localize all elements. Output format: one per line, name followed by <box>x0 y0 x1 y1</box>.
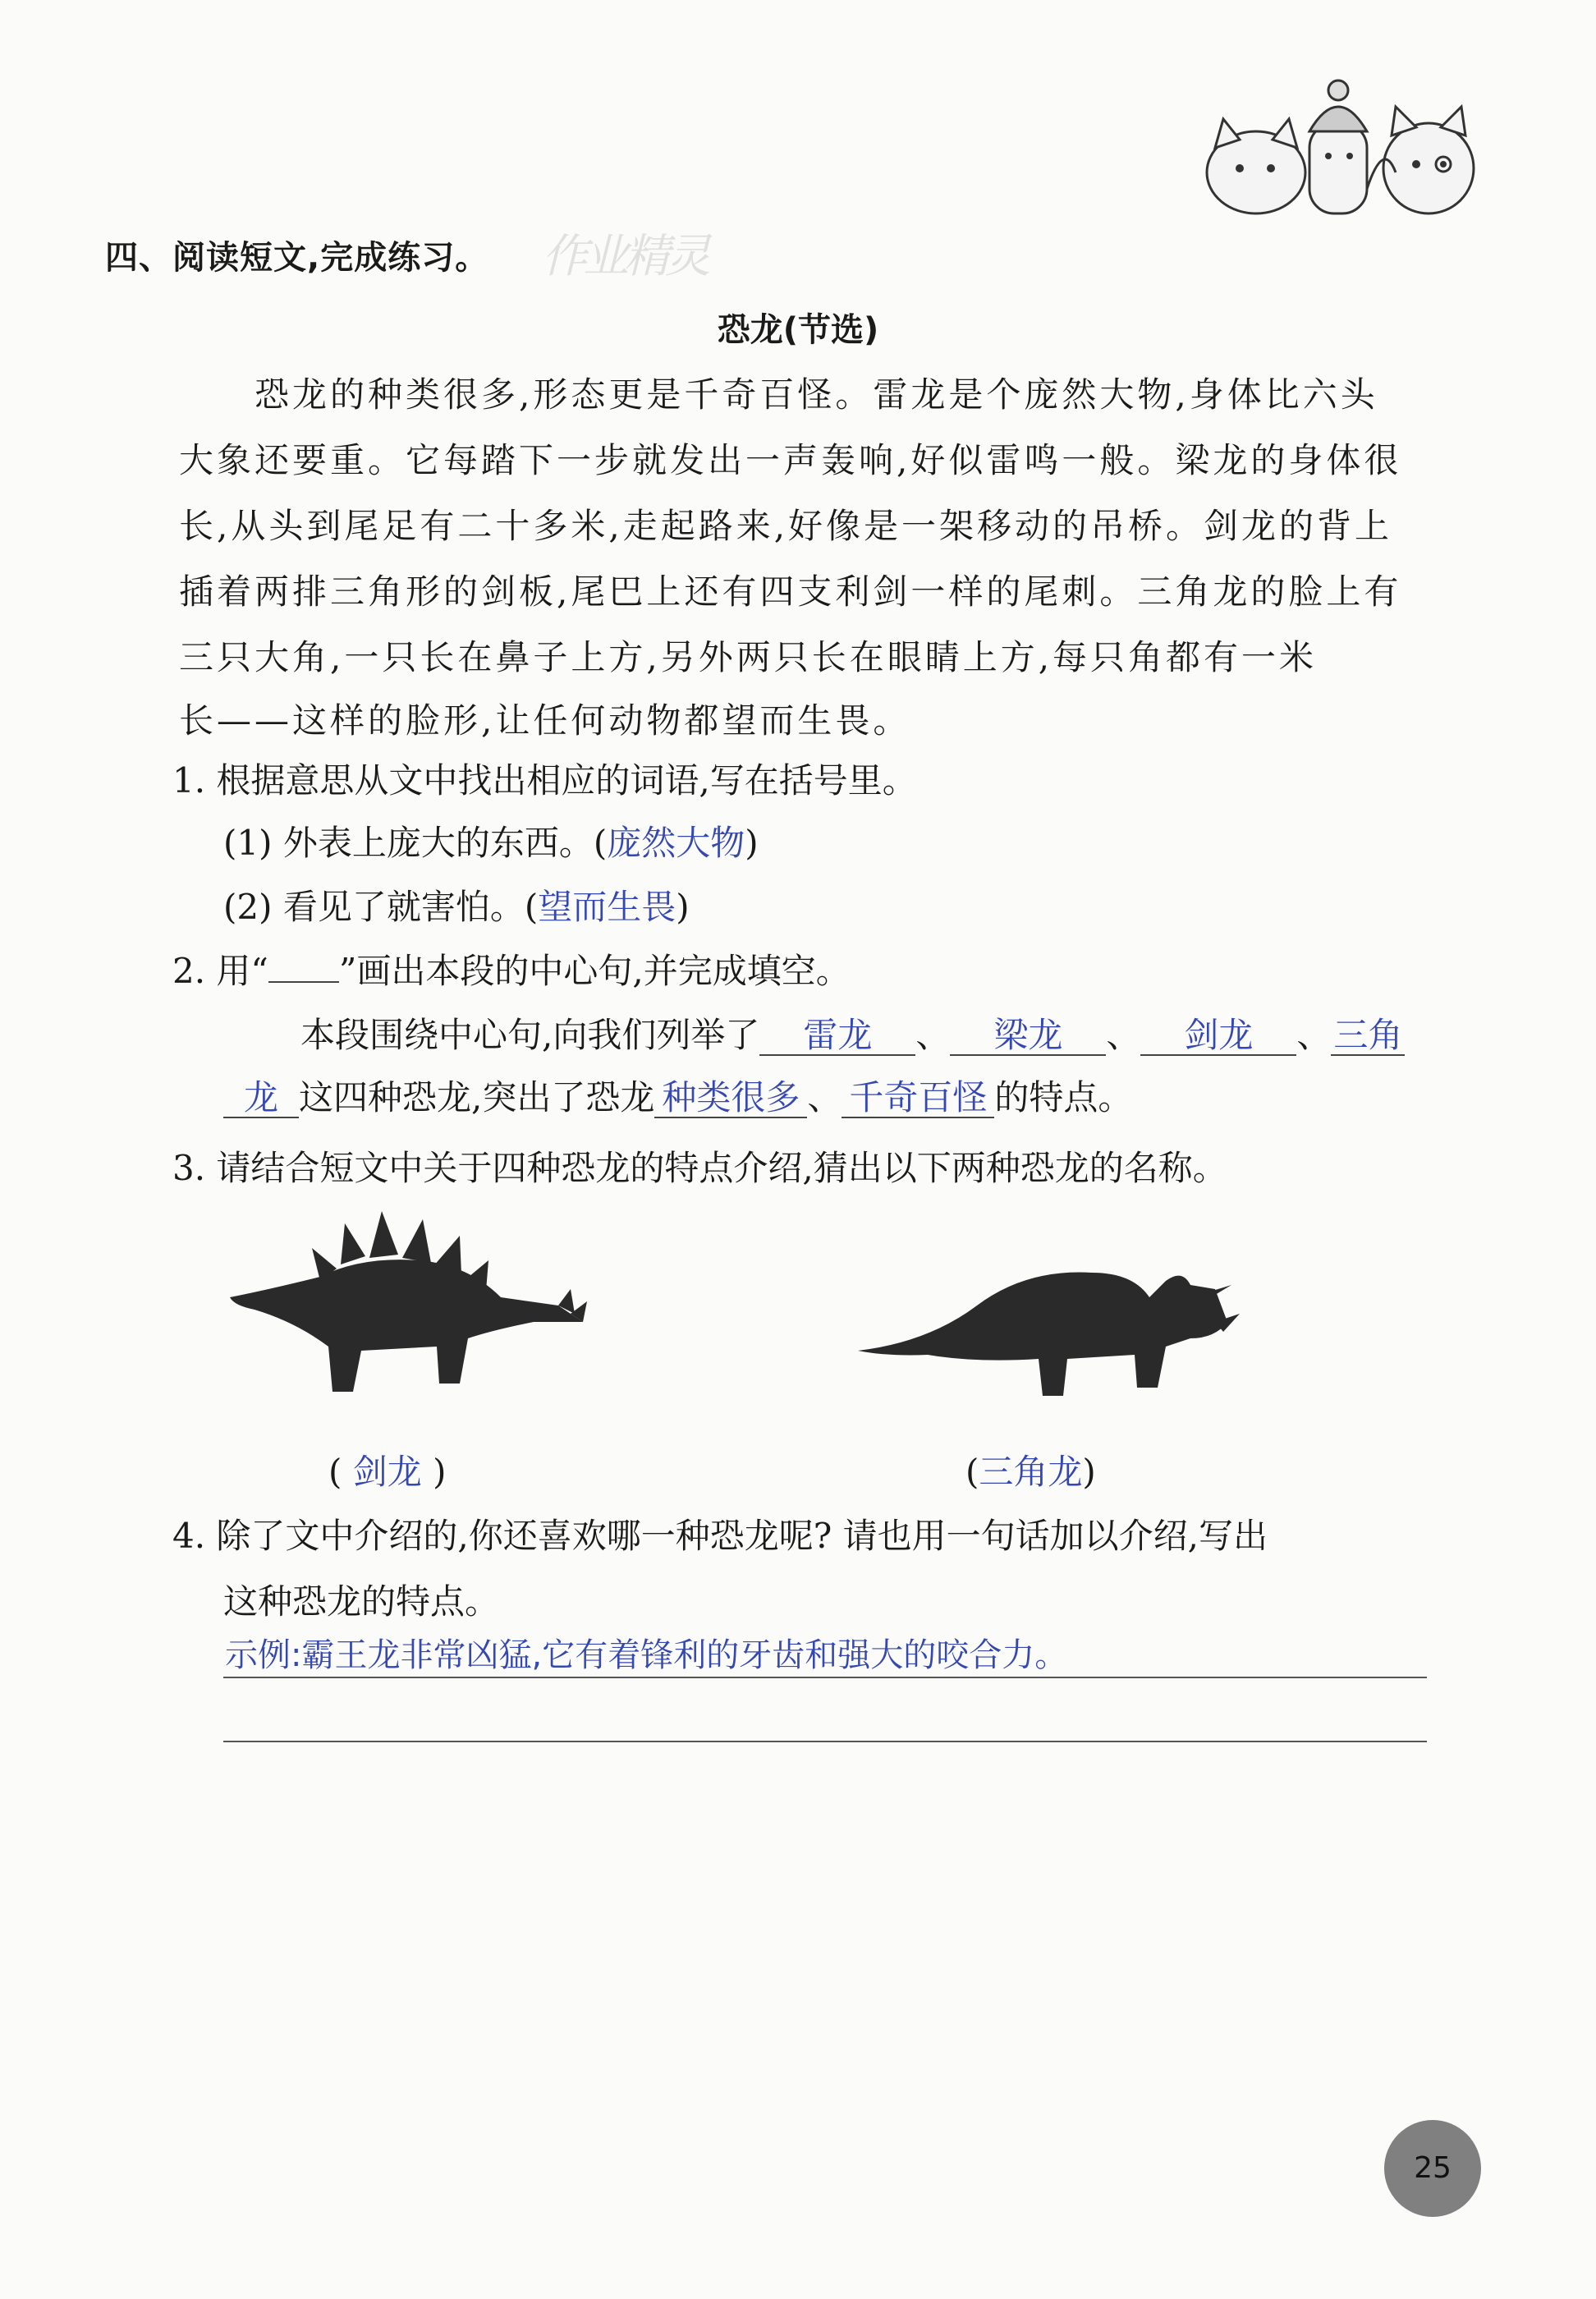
answer-blank-4-cont: 龙 <box>223 1079 299 1118</box>
paren-open: ( <box>328 1452 353 1492</box>
stegosaurus-answer: 剑龙 <box>352 1452 422 1492</box>
question-2-prompt <box>172 944 851 993</box>
section-heading: 四、阅读短文,完成练习。 <box>105 239 489 277</box>
answer-line-2 <box>223 1741 1427 1742</box>
article-line-3: 长,从头到尾足有二十多米,走起路来,好像是一架移动的吊桥。剑龙的背上 <box>179 506 1393 546</box>
question-1-prompt: 1. 根据意思从文中找出相应的词语,写在括号里。 <box>172 760 917 801</box>
question-1-item-2-answer: 望而生畏 <box>538 887 676 927</box>
question-1-item-1 <box>223 816 759 865</box>
paren-open: ( <box>965 1452 979 1492</box>
triceratops-image <box>854 1223 1240 1404</box>
answer-blank-6: 千奇百怪 <box>842 1079 994 1118</box>
paren-close: ) <box>1082 1452 1096 1492</box>
article-line-1: 恐龙的种类很多,形态更是千奇百怪。雷龙是个庞然大物,身体比六头 <box>255 374 1378 415</box>
answer-paren-triceratops <box>965 1445 1096 1494</box>
answer-blank-2: 梁龙 <box>950 1016 1106 1056</box>
paren-close: ) <box>745 823 759 863</box>
underline-sample <box>268 981 339 983</box>
cartoon-cats-illustration <box>1182 74 1494 222</box>
question-1-item-1-answer: 庞然大物 <box>607 823 745 863</box>
question-4-prompt-line-2: 这种恐龙的特点。 <box>223 1581 500 1622</box>
article-line-6: 长——这样的脸形,让任何动物都望而生畏。 <box>179 700 911 741</box>
question-4-prompt-line-1: 4. 除了文中介绍的,你还喜欢哪一种恐龙呢? 请也用一句话加以介绍,写出 <box>172 1516 1268 1556</box>
separator: 、 <box>807 1077 842 1117</box>
question-4-answer: 示例:霸王龙非常凶猛,它有着锋利的牙齿和强大的咬合力。 <box>225 1636 1068 1674</box>
fill-line-2-text-a: 这四种恐龙,突出了恐龙 <box>299 1077 655 1117</box>
separator: 、 <box>1106 1015 1141 1055</box>
answer-blank-5: 种类很多 <box>654 1079 807 1118</box>
question-2-prompt-end: ”画出本段的中心句,并完成填空。 <box>338 951 851 991</box>
article-title: 恐龙(节选) <box>717 311 879 349</box>
answer-blank-4: 三角 <box>1331 1016 1405 1056</box>
triceratops-answer: 三角龙 <box>979 1452 1083 1492</box>
paren-close: ) <box>421 1452 447 1492</box>
watermark-text: 作业精灵 <box>542 230 706 283</box>
question-2-fill-line-2 <box>223 1071 1132 1120</box>
question-1-item-2-text: (2) 看见了就害怕。( <box>223 887 539 927</box>
answer-paren-stegosaurus <box>328 1445 447 1494</box>
answer-blank-3: 剑龙 <box>1140 1016 1296 1056</box>
article-line-5: 三只大角,一只长在鼻子上方,另外两只长在眼睛上方,每只角都有一米 <box>179 637 1318 677</box>
fill-line-1-text: 本段围绕中心句,向我们列举了 <box>300 1015 760 1055</box>
question-1-item-2 <box>223 880 690 929</box>
question-2-fill-line-1 <box>300 1008 1405 1058</box>
answer-line-1 <box>223 1677 1427 1678</box>
separator: 、 <box>915 1015 951 1055</box>
answer-blank-1: 雷龙 <box>759 1016 915 1056</box>
article-line-4: 插着两排三角形的剑板,尾巴上还有四支利剑一样的尾刺。三角龙的脸上有 <box>179 571 1402 612</box>
article-line-2: 大象还要重。它每踏下一步就发出一声轰响,好似雷鸣一般。梁龙的身体很 <box>179 440 1402 480</box>
paren-close: ) <box>676 887 690 927</box>
question-2-prompt-start: 2. 用“ <box>172 951 268 991</box>
page-number-badge: 25 <box>1384 2120 1481 2217</box>
question-1-item-1-text: (1) 外表上庞大的东西。( <box>223 823 608 863</box>
fill-line-2-text-b: 的特点。 <box>994 1077 1133 1117</box>
stegosaurus-image <box>222 1199 599 1404</box>
question-3-prompt: 3. 请结合短文中关于四种恐龙的特点介绍,猜出以下两种恐龙的名称。 <box>172 1148 1227 1188</box>
separator: 、 <box>1296 1015 1332 1055</box>
